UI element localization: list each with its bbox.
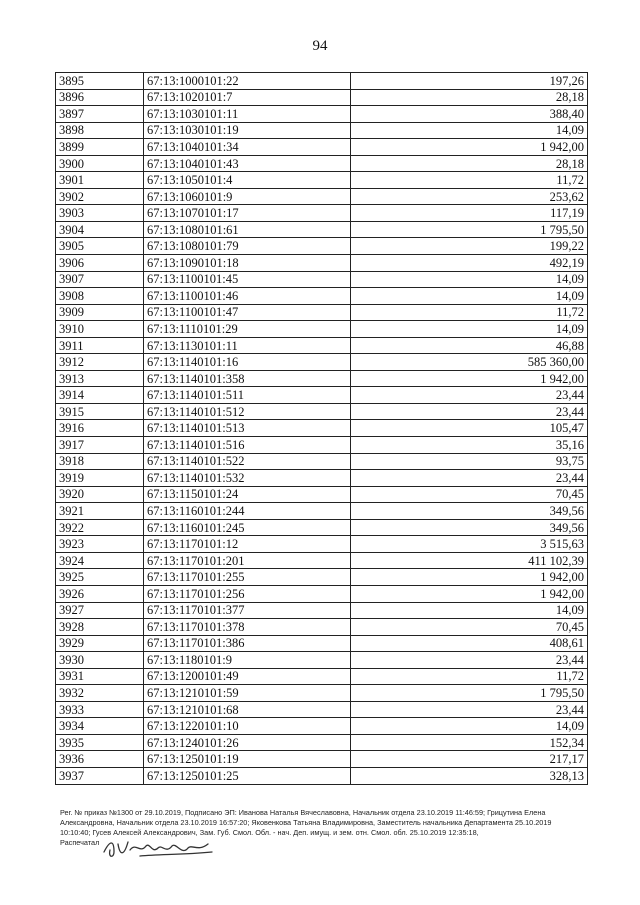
row-number: 3905 — [56, 238, 144, 255]
cadastral-number: 67:13:1030101:19 — [144, 122, 351, 139]
row-value: 23,44 — [351, 470, 588, 487]
row-value: 23,44 — [351, 403, 588, 420]
row-number: 3913 — [56, 370, 144, 387]
row-value: 388,40 — [351, 106, 588, 123]
cadastral-number: 67:13:1170101:377 — [144, 602, 351, 619]
row-value: 35,16 — [351, 437, 588, 454]
cadastral-number: 67:13:1240101:26 — [144, 734, 351, 751]
table-row — [56, 354, 588, 371]
cadastral-number: 67:13:1160101:244 — [144, 503, 351, 520]
row-number: 3927 — [56, 602, 144, 619]
cadastral-number: 67:13:1140101:16 — [144, 354, 351, 371]
table-row — [56, 734, 588, 751]
table-row — [56, 652, 588, 669]
row-number: 3915 — [56, 403, 144, 420]
row-value: 23,44 — [351, 652, 588, 669]
cadastral-number: 67:13:1170101:255 — [144, 569, 351, 586]
row-number: 3924 — [56, 552, 144, 569]
row-value: 117,19 — [351, 205, 588, 222]
table-row — [56, 205, 588, 222]
cadastral-number: 67:13:1110101:29 — [144, 321, 351, 338]
cadastral-number: 67:13:1080101:61 — [144, 221, 351, 238]
footer-line-4: Распечатал — [60, 838, 100, 847]
cadastral-number: 67:13:1170101:386 — [144, 635, 351, 652]
row-value: 1 795,50 — [351, 221, 588, 238]
row-number: 3937 — [56, 767, 144, 784]
row-number: 3898 — [56, 122, 144, 139]
cadastral-number: 67:13:1170101:378 — [144, 619, 351, 636]
cadastral-number: 67:13:1140101:513 — [144, 420, 351, 437]
row-value: 93,75 — [351, 453, 588, 470]
table-row — [56, 602, 588, 619]
table-row — [56, 685, 588, 702]
table-row — [56, 519, 588, 536]
table-row — [56, 221, 588, 238]
table-row — [56, 470, 588, 487]
row-value: 14,09 — [351, 122, 588, 139]
table-row — [56, 73, 588, 90]
table-row — [56, 155, 588, 172]
row-value: 11,72 — [351, 172, 588, 189]
row-value: 585 360,00 — [351, 354, 588, 371]
cadastral-number: 67:13:1070101:17 — [144, 205, 351, 222]
row-value: 408,61 — [351, 635, 588, 652]
row-number: 3906 — [56, 255, 144, 272]
table-row — [56, 238, 588, 255]
row-value: 328,13 — [351, 767, 588, 784]
row-number: 3904 — [56, 221, 144, 238]
row-number: 3929 — [56, 635, 144, 652]
table-row — [56, 122, 588, 139]
cadastral-number: 67:13:1170101:201 — [144, 552, 351, 569]
cadastral-number: 67:13:1090101:18 — [144, 255, 351, 272]
row-number: 3918 — [56, 453, 144, 470]
cadastral-number: 67:13:1200101:49 — [144, 668, 351, 685]
cadastral-number: 67:13:1150101:24 — [144, 486, 351, 503]
row-value: 253,62 — [351, 188, 588, 205]
cadastral-number: 67:13:1160101:245 — [144, 519, 351, 536]
row-value: 105,47 — [351, 420, 588, 437]
table-row — [56, 321, 588, 338]
row-value: 1 795,50 — [351, 685, 588, 702]
row-number: 3936 — [56, 751, 144, 768]
row-number: 3900 — [56, 155, 144, 172]
cadastral-number: 67:13:1140101:511 — [144, 387, 351, 404]
row-number: 3930 — [56, 652, 144, 669]
row-number: 3896 — [56, 89, 144, 106]
row-number: 3895 — [56, 73, 144, 90]
table-row — [56, 585, 588, 602]
row-number: 3907 — [56, 271, 144, 288]
table-row — [56, 337, 588, 354]
cadastral-number: 67:13:1040101:34 — [144, 139, 351, 156]
table-row — [56, 453, 588, 470]
row-value: 28,18 — [351, 89, 588, 106]
row-number: 3902 — [56, 188, 144, 205]
table-row — [56, 668, 588, 685]
cadastral-number: 67:13:1140101:522 — [144, 453, 351, 470]
table-row — [56, 172, 588, 189]
row-number: 3909 — [56, 304, 144, 321]
cadastral-number: 67:13:1250101:19 — [144, 751, 351, 768]
registry-table — [55, 72, 588, 785]
cadastral-number: 67:13:1100101:47 — [144, 304, 351, 321]
row-number: 3911 — [56, 337, 144, 354]
row-value: 14,09 — [351, 718, 588, 735]
row-value: 46,88 — [351, 337, 588, 354]
table-row — [56, 271, 588, 288]
row-value: 23,44 — [351, 701, 588, 718]
row-value: 14,09 — [351, 271, 588, 288]
cadastral-number: 67:13:1140101:516 — [144, 437, 351, 454]
row-value: 28,18 — [351, 155, 588, 172]
table-row — [56, 486, 588, 503]
row-value: 14,09 — [351, 288, 588, 305]
cadastral-number: 67:13:1210101:68 — [144, 701, 351, 718]
table-row — [56, 288, 588, 305]
cadastral-number: 67:13:1050101:4 — [144, 172, 351, 189]
table-row — [56, 139, 588, 156]
row-number: 3903 — [56, 205, 144, 222]
cadastral-number: 67:13:1080101:79 — [144, 238, 351, 255]
row-number: 3926 — [56, 585, 144, 602]
row-number: 3921 — [56, 503, 144, 520]
cadastral-number: 67:13:1030101:11 — [144, 106, 351, 123]
row-value: 23,44 — [351, 387, 588, 404]
table-row — [56, 635, 588, 652]
row-number: 3931 — [56, 668, 144, 685]
table-row — [56, 569, 588, 586]
table-row — [56, 387, 588, 404]
handwritten-signature-icon — [100, 834, 220, 862]
cadastral-number: 67:13:1140101:532 — [144, 470, 351, 487]
table-row — [56, 370, 588, 387]
row-value: 349,56 — [351, 519, 588, 536]
row-number: 3925 — [56, 569, 144, 586]
row-number: 3910 — [56, 321, 144, 338]
registry-table-body — [56, 73, 588, 785]
table-row — [56, 255, 588, 272]
row-number: 3912 — [56, 354, 144, 371]
row-value: 1 942,00 — [351, 370, 588, 387]
row-value: 411 102,39 — [351, 552, 588, 569]
table-row — [56, 751, 588, 768]
row-value: 11,72 — [351, 304, 588, 321]
row-value: 11,72 — [351, 668, 588, 685]
cadastral-number: 67:13:1140101:358 — [144, 370, 351, 387]
row-value: 14,09 — [351, 321, 588, 338]
table-row — [56, 89, 588, 106]
row-value: 70,45 — [351, 486, 588, 503]
table-row — [56, 437, 588, 454]
page-number: 94 — [312, 38, 328, 54]
cadastral-number: 67:13:1100101:45 — [144, 271, 351, 288]
table-row — [56, 701, 588, 718]
cadastral-number: 67:13:1140101:512 — [144, 403, 351, 420]
row-number: 3899 — [56, 139, 144, 156]
table-row — [56, 188, 588, 205]
table-row — [56, 403, 588, 420]
row-value: 492,19 — [351, 255, 588, 272]
row-number: 3916 — [56, 420, 144, 437]
row-number: 3897 — [56, 106, 144, 123]
cadastral-number: 67:13:1020101:7 — [144, 89, 351, 106]
row-number: 3934 — [56, 718, 144, 735]
row-value: 14,09 — [351, 602, 588, 619]
cadastral-number: 67:13:1250101:25 — [144, 767, 351, 784]
table-row — [56, 767, 588, 784]
row-number: 3917 — [56, 437, 144, 454]
footer-line-1: Рег. № приказ №1300 от 29.10.2019, Подписано ЭП: Иванова Наталья Вячеславовна, Начальник отдела 23.10.2019 11:46:59; Грицутина Елена — [60, 808, 546, 817]
table-row — [56, 619, 588, 636]
row-value: 349,56 — [351, 503, 588, 520]
row-value: 1 942,00 — [351, 569, 588, 586]
cadastral-number: 67:13:1060101:9 — [144, 188, 351, 205]
cadastral-number: 67:13:1170101:256 — [144, 585, 351, 602]
cadastral-number: 67:13:1220101:10 — [144, 718, 351, 735]
cadastral-number: 67:13:1000101:22 — [144, 73, 351, 90]
cadastral-number: 67:13:1210101:59 — [144, 685, 351, 702]
row-number: 3914 — [56, 387, 144, 404]
row-value: 1 942,00 — [351, 585, 588, 602]
table-row — [56, 106, 588, 123]
row-number: 3922 — [56, 519, 144, 536]
table-row — [56, 304, 588, 321]
table-row — [56, 503, 588, 520]
table-row — [56, 536, 588, 553]
row-number: 3919 — [56, 470, 144, 487]
row-value: 217,17 — [351, 751, 588, 768]
cadastral-number: 67:13:1130101:11 — [144, 337, 351, 354]
row-number: 3901 — [56, 172, 144, 189]
table-row — [56, 552, 588, 569]
row-number: 3920 — [56, 486, 144, 503]
row-number: 3933 — [56, 701, 144, 718]
row-number: 3923 — [56, 536, 144, 553]
row-number: 3928 — [56, 619, 144, 636]
row-value: 1 942,00 — [351, 139, 588, 156]
row-value: 197,26 — [351, 73, 588, 90]
row-number: 3935 — [56, 734, 144, 751]
row-number: 3932 — [56, 685, 144, 702]
row-value: 70,45 — [351, 619, 588, 636]
table-row — [56, 420, 588, 437]
row-value: 199,22 — [351, 238, 588, 255]
cadastral-number: 67:13:1100101:46 — [144, 288, 351, 305]
cadastral-number: 67:13:1170101:12 — [144, 536, 351, 553]
cadastral-number: 67:13:1180101:9 — [144, 652, 351, 669]
row-value: 3 515,63 — [351, 536, 588, 553]
cadastral-number: 67:13:1040101:43 — [144, 155, 351, 172]
row-value: 152,34 — [351, 734, 588, 751]
table-row — [56, 718, 588, 735]
footer-line-2: Александровна, Начальник отдела 23.10.2019 16:57:20; Яковенкова Татьяна Владимировна, Заместитель начальника Департамента 25.10.2019 — [60, 818, 552, 827]
footer-line-3: 10:10:40; Гусев Алексей Александрович, Зам. Губ. Смол. Обл. - нач. Деп. имущ. и зем. отн. Смол. обл. 25.10.2019 12:35:18, — [60, 828, 479, 837]
row-number: 3908 — [56, 288, 144, 305]
